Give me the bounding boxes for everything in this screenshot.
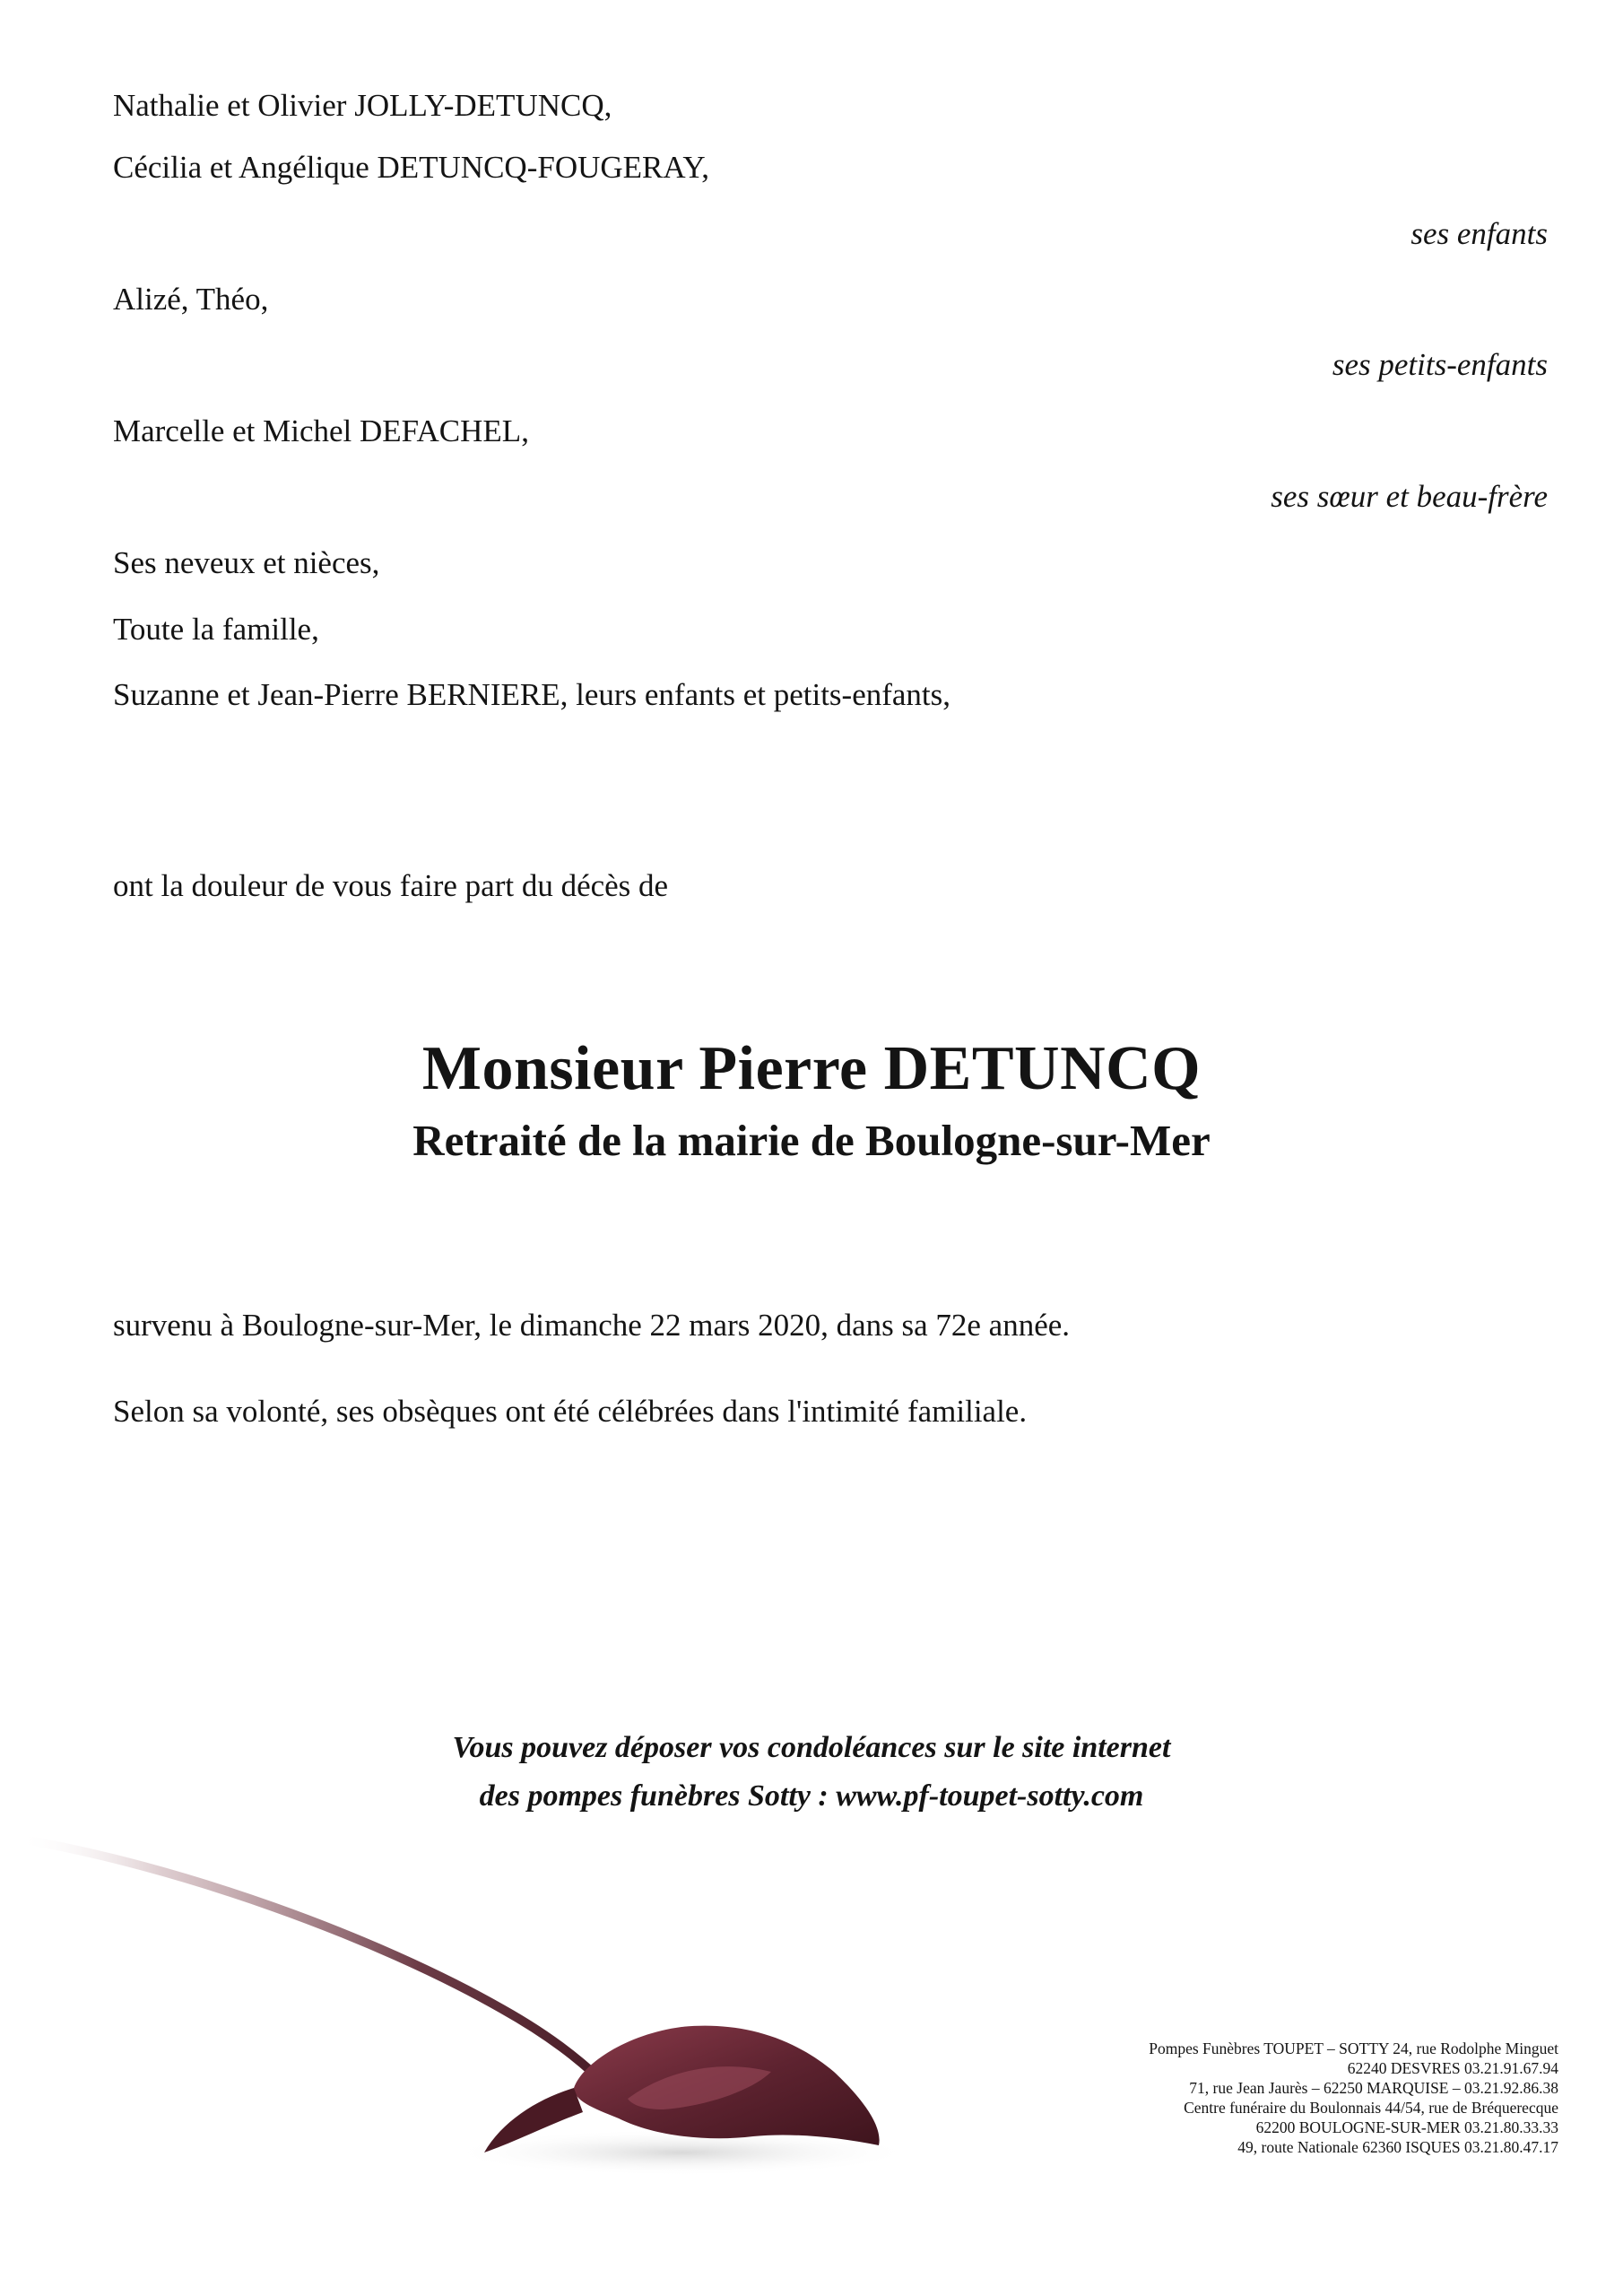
grandchildren-role: ses petits-enfants xyxy=(1332,347,1548,382)
footer-line: 71, rue Jean Jaurès – 62250 MARQUISE – 03.21.92.86.38 xyxy=(1189,2079,1558,2097)
children-role: ses enfants xyxy=(1410,216,1548,251)
family-line: Toute la famille, xyxy=(113,612,319,647)
footer-line: 62200 BOULOGNE-SUR-MER 03.21.80.33.33 xyxy=(1255,2118,1558,2136)
footer-line: 62240 DESVRES 03.21.91.67.94 xyxy=(1347,2059,1558,2077)
footer-line: Centre funéraire du Boulonnais 44/54, rue de Bréquerecque xyxy=(1184,2099,1558,2117)
condolences-line-1: Vous pouvez déposer vos condoléances sur le site internet xyxy=(452,1731,1171,1764)
funeral-details: Selon sa volonté, ses obsèques ont été célébrées dans l'intimité familiale. xyxy=(113,1394,1028,1429)
nephews-line: Ses neveux et nièces, xyxy=(113,545,380,580)
friends-line: Suzanne et Jean-Pierre BERNIERE, leurs enfants et petits-enfants, xyxy=(113,677,951,712)
condolences-line-2: des pompes funèbres Sotty : www.pf-toupet-sotty.com xyxy=(479,1779,1144,1813)
children-line-2: Cécilia et Angélique DETUNCQ-FOUGERAY, xyxy=(113,150,709,185)
footer-line: 49, route Nationale 62360 ISQUES 03.21.80.47.17 xyxy=(1237,2138,1558,2156)
grandchildren-line: Alizé, Théo, xyxy=(113,282,269,317)
children-line-1: Nathalie et Olivier JOLLY-DETUNCQ, xyxy=(113,88,612,123)
siblings-role: ses sœur et beau-frère xyxy=(1271,479,1548,514)
deceased-title: Retraité de la mairie de Boulogne-sur-Mer xyxy=(412,1116,1211,1165)
calla-lily-image xyxy=(0,1803,950,2179)
flower-stem xyxy=(18,1839,592,2072)
deceased-name: Monsieur Pierre DETUNCQ xyxy=(421,1034,1202,1103)
funeral-home-contact xyxy=(931,2039,1558,2157)
death-details: survenu à Boulogne-sur-Mer, le dimanche 22 mars 2020, dans sa 72e année. xyxy=(113,1308,1071,1343)
announcement-text: ont la douleur de vous faire part du décès de xyxy=(113,868,669,903)
siblings-line: Marcelle et Michel DEFACHEL, xyxy=(113,413,529,448)
footer-line: Pompes Funèbres TOUPET – SOTTY 24, rue Rodolphe Minguet xyxy=(1149,2039,1558,2057)
